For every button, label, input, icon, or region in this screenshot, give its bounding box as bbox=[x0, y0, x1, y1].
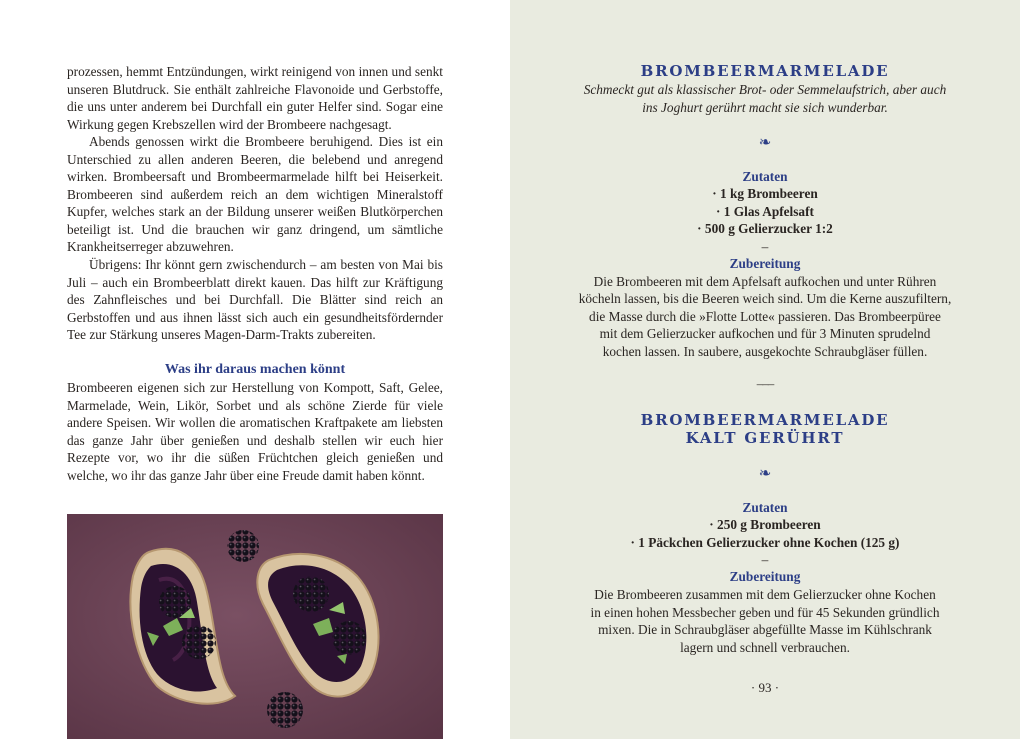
method-line: köcheln lassen, bis die Beeren weich sind. Um die Kerne auszufiltern, bbox=[578, 291, 952, 307]
loose-berry-top bbox=[227, 530, 259, 562]
ingredients-label: Zutaten bbox=[742, 499, 788, 515]
fleuron-icon: ❧ bbox=[758, 135, 772, 151]
ingredient-item: · 1 Glas Apfelsaft bbox=[716, 203, 814, 219]
recipe-brombeermarmelade bbox=[555, 62, 975, 361]
method-line: Die Brombeeren mit dem Apfelsaft aufkochen und unter Rühren bbox=[593, 273, 937, 289]
ingredient-item: · 250 g Brombeeren bbox=[709, 517, 821, 533]
method-line: die Masse durch die »Flotte Lotte« passieren. Das Brombeerpüree bbox=[589, 308, 941, 324]
method-line: kochen lassen. In saubere, ausgekochte Schraubgläser füllen. bbox=[602, 343, 928, 359]
method-line: mit dem Gelierzucker aufkochen und für 3 Minuten sprudelnd bbox=[599, 326, 931, 342]
recipe-intro-line: Schmeckt gut als klassischer Brot- oder Semmelaufstrich, aber auch bbox=[583, 82, 947, 97]
left-body-text bbox=[67, 63, 443, 485]
paragraph-4: Brombeeren eigenen sich zur Herstellung von Kompott, Saft, Gelee, Marmelade, Wein, Likör, Sorbet und als schöne Zierde für viele andere Speisen. Wir wollen die aromatischen Kraftpakete am liebsten das ganze Jahr über genießen und deshalb stellen wir euch hier Rezepte vor, wo ihr die süßen Früchtchen gleich genießen und welche, wo ihr das ganze Jahr über eine Freude damit haben könnt. bbox=[67, 380, 443, 484]
separator-dash: – bbox=[761, 552, 769, 568]
recipe-title-line2: KALT GERÜHRT bbox=[685, 429, 845, 447]
recipe-divider: ––– bbox=[756, 376, 774, 391]
section-subheading: Was ihr daraus machen könnt bbox=[164, 361, 346, 377]
photo-illustration bbox=[67, 514, 443, 739]
recipe-title: BROMBEERMARMELADE bbox=[640, 62, 890, 80]
ingredient-item: · 1 Päckchen Gelierzucker ohne Kochen (125 g) bbox=[630, 534, 900, 550]
method-line: lagern und schnell verbrauchen. bbox=[680, 639, 850, 655]
paragraph-3: Übrigens: Ihr könnt gern zwischendurch – am besten von Mai bis Juli – auch ein Brombeerblatt direkt kauen. Das hilft zur Kräftigung des Zahnfleisches und bei Durchfall. Die Blätter sind reich an Gerbstoffen und aus ihnen lässt sich auch ein gesundheitsfördernder Tee zur Stärkung unseres Magen-Darm-Trakts zubereiten. bbox=[67, 257, 443, 343]
recipe-title: BROMBEERMARMELADE bbox=[640, 411, 890, 429]
separator-dash: – bbox=[761, 238, 769, 254]
method-label: Zubereitung bbox=[729, 569, 801, 585]
method-line: mixen. Die in Schraubgläser abgefüllte Masse im Kühlschrank bbox=[598, 622, 932, 638]
fleuron-icon: ❧ bbox=[758, 466, 772, 482]
ingredients-label: Zutaten bbox=[742, 168, 788, 184]
loose-berry-bottom bbox=[267, 692, 303, 728]
page-number: · 93 · bbox=[750, 680, 780, 695]
method-label: Zubereitung bbox=[729, 255, 801, 271]
method-line: Die Brombeeren zusammen mit dem Gelierzucker ohne Kochen bbox=[594, 586, 936, 602]
blackberry-toast-photo bbox=[67, 514, 443, 739]
recipe-kalt-geruehrt bbox=[555, 411, 975, 656]
paragraph-2: Abends genossen wirkt die Brombeere beruhigend. Dies ist ein Unterschied zu allen anderen Beeren, die belebend und anregend wirken. Brombeersaft und Brombeermarmelade hilft bei Heiserkeit. Brombeeren sind außerdem reich an dem wichtigen Mineralstoff Kupfer, welches stark an der Bildung unserer weißen Blutkörperchen beteiligt ist. Und die brauchen wir ganz dringend, um sämtliche Krankheitserreger abzuwehren. bbox=[67, 134, 443, 255]
ingredient-item: · 1 kg Brombeeren bbox=[712, 186, 818, 202]
method-line: in einen hohen Messbecher geben und für 45 Sekunden gründlich bbox=[590, 604, 940, 620]
paragraph-1: prozessen, hemmt Entzündungen, wirkt reinigend von innen und senkt unseren Blutdruck. Sie enthält zahlreiche Flavonoide und Gerbstoffe, die uns unter anderem bei Durchfall ein guter Helfer sind. Sogar eine Wirkung gegen Krebszellen wird der Brombeere nachgesagt. bbox=[67, 64, 443, 132]
recipe-intro bbox=[555, 81, 975, 117]
ingredient-item: · 500 g Gelierzucker 1:2 bbox=[697, 221, 833, 237]
recipe-intro-line: ins Joghurt gerührt macht sie sich wunderbar. bbox=[642, 100, 888, 115]
